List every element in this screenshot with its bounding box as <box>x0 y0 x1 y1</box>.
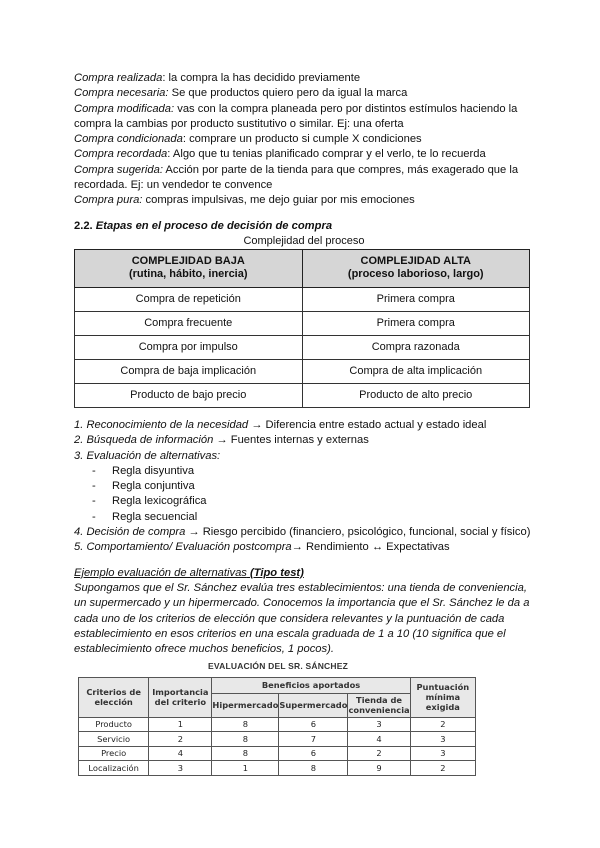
complexity-table-caption: Complejidad del proceso <box>243 234 365 247</box>
importance-cell: 4 <box>149 746 212 761</box>
importance-cell: 3 <box>149 761 212 776</box>
super-cell: 6 <box>279 746 348 761</box>
table-cell: Compra por impulso <box>75 335 303 359</box>
eval-table-caption: EVALUACIÓN DEL SR. SÁNCHEZ <box>208 661 348 672</box>
step-label: 5. Comportamiento/ Evaluación postcompra <box>74 541 292 554</box>
definition-term: Compra modificada: <box>74 102 175 115</box>
rule-text: Regla lexicográfica <box>112 495 207 508</box>
table-row <box>75 359 530 383</box>
table-cell: Primera compra <box>302 287 530 311</box>
step-item <box>74 418 534 433</box>
complexity-table <box>74 249 530 408</box>
separator: : <box>182 133 190 146</box>
criteria-cell: Producto <box>79 717 149 732</box>
table-row <box>79 746 476 761</box>
list-item <box>74 510 534 525</box>
step-label: 3. Evaluación de alternativas: <box>74 449 221 462</box>
definition-item <box>74 132 534 147</box>
definition-text: comprare un producto si cumple X condiciones <box>189 133 422 146</box>
header-importance: Importancia del criterio <box>149 677 212 717</box>
table-cell: Compra razonada <box>302 335 530 359</box>
list-item <box>74 494 534 509</box>
separator: : <box>162 72 169 84</box>
list-item <box>74 479 534 494</box>
min-cell: 3 <box>410 746 475 761</box>
step-text: Rendimiento ↔ Expectativas <box>305 541 450 554</box>
super-cell: 7 <box>279 732 348 747</box>
step-item <box>74 449 534 464</box>
arrow-icon: → <box>213 434 231 447</box>
arrow-icon: → <box>248 418 266 431</box>
tienda-cell: 4 <box>348 732 410 747</box>
step-text: Fuentes internas y externas <box>230 434 369 447</box>
tienda-cell: 2 <box>348 746 410 761</box>
super-cell: 6 <box>279 717 348 732</box>
table-row <box>79 717 476 732</box>
example-title <box>74 566 534 581</box>
example-section <box>74 566 534 658</box>
hiper-cell: 8 <box>212 717 279 732</box>
purchase-type-definitions <box>74 71 534 209</box>
definition-item <box>74 193 534 208</box>
definition-item <box>74 147 534 162</box>
definition-text: Se que productos quiero pero da igual la marca <box>171 87 408 100</box>
dash-bullet-icon: - <box>92 480 96 493</box>
rule-text: Regla conjuntiva <box>112 480 195 493</box>
definition-term: Compra necesaria: <box>74 87 169 100</box>
header-min-score: Puntuación mínima exigida <box>410 677 475 717</box>
header-title: COMPLEJIDAD ALTA <box>360 255 471 268</box>
importance-cell: 1 <box>149 717 212 732</box>
dash-bullet-icon: - <box>92 495 96 508</box>
section-number: 2.2. <box>74 219 93 232</box>
example-body: Supongamos que el Sr. Sánchez evalúa tres establecimientos: una tienda de conveniencia, un supermercado y un hipermercado. Conocemos la importancia que el Sr. Sánchez le da a cada uno de los criterios de elección que considera relevantes y la puntuación de cada establecimiento en esos criterios en una escala graduada de 1 a 10 (10 significa que el establecimiento ofrece muchos beneficios, 1 pocos). <box>74 581 530 656</box>
header-tienda: Tienda de conveniencia <box>348 695 410 716</box>
header-low-complexity <box>75 249 303 287</box>
min-cell: 3 <box>410 732 475 747</box>
definition-text: compras impulsivas, me dejo guiar por mis emociones <box>145 194 415 207</box>
section-heading <box>74 219 534 234</box>
criteria-cell: Precio <box>79 746 149 761</box>
step-text: Riesgo percibido (financiero, psicológico, funcional, social y físico) <box>202 526 531 539</box>
definition-term: Compra realizada <box>74 72 163 84</box>
arrow-icon: → <box>291 541 306 554</box>
definition-text: Algo que tu tenias planificado comprar y el verlo, te lo recuerda <box>172 148 486 161</box>
arrow-icon: → <box>185 526 203 539</box>
header-supermercado: Supermercado <box>279 693 348 717</box>
table-cell: Producto de bajo precio <box>75 383 303 407</box>
table-row <box>75 311 530 335</box>
header-hipermercado: Hipermercado <box>212 693 279 717</box>
header-criteria: Criterios de elección <box>79 677 149 717</box>
importance-cell: 2 <box>149 732 212 747</box>
criteria-cell: Localización <box>79 761 149 776</box>
table-row <box>75 287 530 311</box>
rule-text: Regla secuencial <box>112 510 198 523</box>
min-cell: 2 <box>410 761 475 776</box>
example-title-text: Ejemplo evaluación de alternativas <box>74 566 247 579</box>
dash-bullet-icon: - <box>92 510 96 523</box>
definition-term: Compra recordada <box>74 148 168 161</box>
table-cell: Compra frecuente <box>75 311 303 335</box>
table-cell: Compra de alta implicación <box>302 359 530 383</box>
definition-term: Compra condicionada <box>74 133 183 146</box>
rule-text: Regla disyuntiva <box>112 464 195 477</box>
criteria-cell: Servicio <box>79 732 149 747</box>
step-label: 2. Búsqueda de información <box>74 434 214 447</box>
step-label: 4. Decisión de compra <box>74 526 186 539</box>
table-cell: Compra de repetición <box>75 287 303 311</box>
decision-steps-list <box>74 418 534 556</box>
table-cell: Primera compra <box>302 311 530 335</box>
definition-text: vas con la compra planeada pero por distintos estímulos haciendo la compra la cambias por producto sustitutivo o similar. Ej: una oferta <box>74 102 518 130</box>
hiper-cell: 8 <box>212 732 279 747</box>
definition-term: Compra sugerida: <box>74 163 163 176</box>
hiper-cell: 8 <box>212 746 279 761</box>
separator: : <box>167 148 173 161</box>
section-title: Etapas en el proceso de decisión de compra <box>95 219 333 232</box>
rules-list <box>74 464 534 525</box>
super-cell: 8 <box>279 761 348 776</box>
table-cell: Compra de baja implicación <box>75 359 303 383</box>
list-item <box>74 464 534 479</box>
definition-item <box>74 86 534 101</box>
header-title: COMPLEJIDAD BAJA <box>131 255 245 268</box>
tienda-cell: 3 <box>348 717 410 732</box>
min-cell: 2 <box>410 717 475 732</box>
step-item <box>74 540 534 555</box>
step-text: Diferencia entre estado actual y estado ideal <box>265 418 487 431</box>
step-item <box>74 433 534 448</box>
evaluation-table <box>78 677 476 776</box>
dash-bullet-icon: - <box>92 464 96 477</box>
header-subtitle: (proceso laborioso, largo) <box>347 268 484 281</box>
step-item <box>74 525 534 540</box>
tienda-cell: 9 <box>348 761 410 776</box>
definition-term: Compra pura: <box>74 194 143 207</box>
definition-text: la compra la has decidido previamente <box>168 72 361 84</box>
step-label: 1. Reconocimiento de la necesidad <box>74 418 249 431</box>
table-row <box>79 732 476 747</box>
table-row <box>75 335 530 359</box>
table-cell: Producto de alto precio <box>302 383 530 407</box>
definition-item <box>74 71 534 86</box>
definition-item <box>74 163 534 194</box>
definition-item <box>74 102 534 133</box>
definition-text: Acción por parte de la tienda para que compres, más exagerado que la recordada. Ej: un vendedor te convence <box>74 163 519 192</box>
header-benefits: Beneficios aportados <box>212 677 410 693</box>
header-subtitle: (rutina, hábito, inercia) <box>128 268 248 281</box>
table-row <box>79 761 476 776</box>
table-row <box>75 383 530 407</box>
hiper-cell: 1 <box>212 761 279 776</box>
example-tag: (Tipo test) <box>250 566 304 579</box>
header-high-complexity <box>302 249 530 287</box>
document-page <box>74 71 534 776</box>
